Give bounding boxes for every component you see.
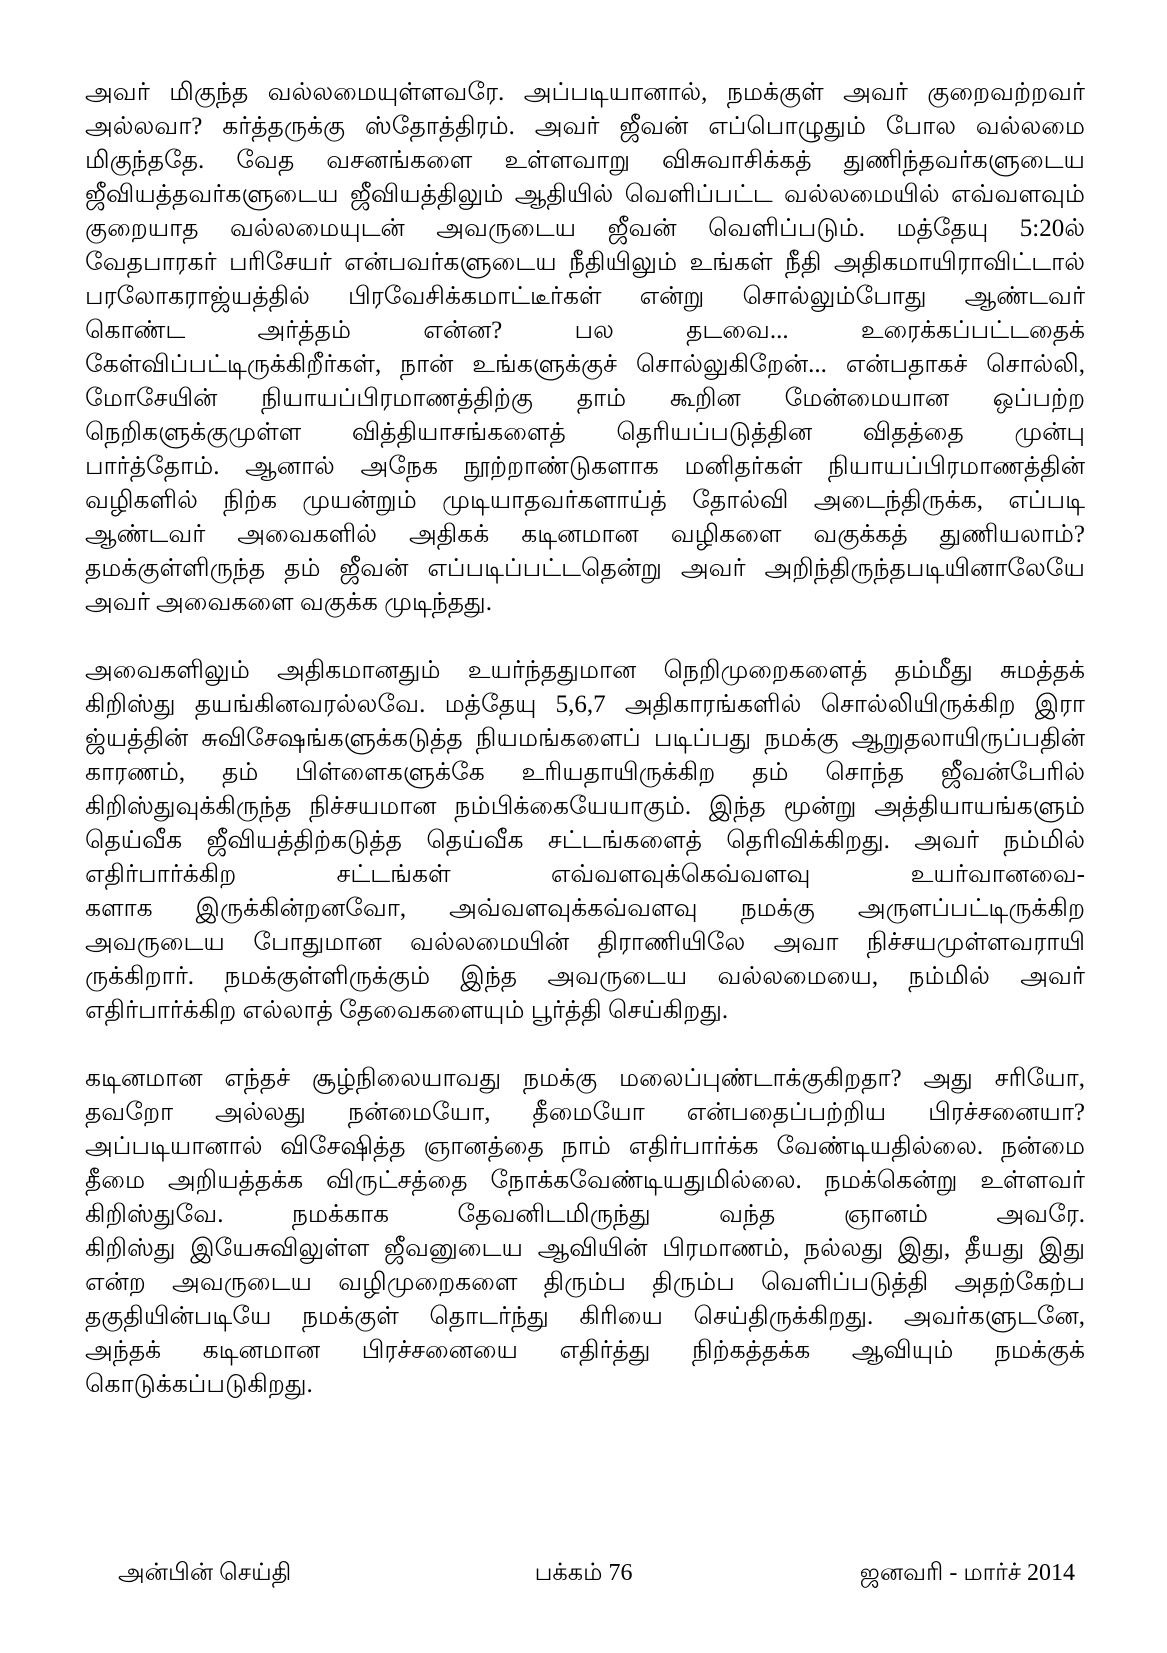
text-line: கடினமான எந்தச் சூழ்நிலையாவது நமக்கு மலைப்புண்டாக்குகிறதா? அது சரியோ, — [85, 1065, 1085, 1092]
text-line: என்ற அவருடைய வழிமுறைகளை திரும்ப திரும்ப வெளிப்படுத்தி அதற்கேற்ப — [85, 1269, 1085, 1296]
text-line: கொண்ட அர்த்தம் என்ன? பல தடவை... உரைக்கப்பட்டதைக் — [85, 317, 1085, 344]
text-line: அந்தக் கடினமான பிரச்சனையை எதிர்த்து நிற்கத்தக்க ஆவியும் நமக்குக் — [85, 1337, 1085, 1364]
text-line: ஆண்டவர் அவைகளில் அதிகக் கடினமான வழிகளை வகுக்கத் துணியலாம்? — [85, 521, 1085, 548]
footer-page-number: பக்கம் 76 — [534, 1560, 633, 1586]
text-line: களாக இருக்கின்றனவோ, அவ்வளவுக்கவ்வளவு நமக்கு அருளப்பட்டிருக்கிற — [85, 895, 1085, 922]
text-line: தமக்குள்ளிருந்த தம் ஜீவன் எப்படிப்பட்டதென்று அவர் அறிந்திருந்தபடியினாலேயே — [85, 555, 1085, 582]
footer-journal-title: அன்பின் செய்தி — [118, 1560, 292, 1586]
text-line: பரலோகராஜ்யத்தில் பிரவேசிக்கமாட்டீர்கள் என்று சொல்லும்போது ஆண்டவர் — [85, 283, 1085, 310]
text-line: ஜீவியத்தவர்களுடைய ஜீவியத்திலும் ஆதியில் வெளிப்பட்ட வல்லமையில் எவ்வளவும் — [85, 181, 1085, 208]
text-line: காரணம், தம் பிள்ளைகளுக்கே உரியதாயிருக்கிற தம் சொந்த ஜீவன்பேரில் — [85, 759, 1085, 786]
text-line: கிறிஸ்து இயேசுவிலுள்ள ஜீவனுடைய ஆவியின் பிரமாணம், நல்லது இது, தீயது இது — [85, 1235, 1085, 1262]
text-line: தவறோ அல்லது நன்மையோ, தீமையோ என்பதைப்பற்றிய பிரச்சனையா? — [85, 1099, 1085, 1126]
text-line: ஜ்யத்தின் சுவிசேஷங்களுக்கடுத்த நியமங்களைப் படிப்பது நமக்கு ஆறுதலாயிருப்பதின் — [85, 725, 1085, 752]
page-footer — [0, 1556, 1167, 1590]
text-line: கேள்விப்பட்டிருக்கிறீர்கள், நான் உங்களுக்குச் சொல்லுகிறேன்... என்பதாகச் சொல்லி, — [85, 351, 1085, 378]
text-line: பார்த்தோம். ஆனால் அநேக நூற்றாண்டுகளாக மனிதர்கள் நியாயப்பிரமாணத்தின் — [85, 453, 1085, 480]
text-line: கொடுக்கப்படுகிறது. — [85, 1371, 313, 1398]
text-line: மோசேயின் நியாயப்பிரமாணத்திற்கு தாம் கூறின மேன்மையான ஒப்பற்ற — [85, 385, 1085, 412]
text-line: எதிர்பார்க்கிற எல்லாத் தேவைகளையும் பூர்த்தி செய்கிறது. — [85, 997, 729, 1024]
text-line: குறையாத வல்லமையுடன் அவருடைய ஜீவன் வெளிப்படும். மத்தேயு 5:20ல் — [85, 215, 1085, 242]
text-line: கிறிஸ்து தயங்கினவரல்லவே. மத்தேயு 5,6,7 அதிகாரங்களில் சொல்லியிருக்கிற இரா — [85, 691, 1085, 718]
text-line: மிகுந்ததே. வேத வசனங்களை உள்ளவாறு விசுவாசிக்கத் துணிந்தவர்களுடைய — [85, 147, 1085, 174]
text-line: அவருடைய போதுமான வல்லமையின் திராணியிலே அவா நிச்சயமுள்ளவராயி — [85, 929, 1085, 956]
text-line: ருக்கிறார். நமக்குள்ளிருக்கும் இந்த அவருடைய வல்லமையை, நம்மில் அவர் — [85, 963, 1085, 990]
text-line: தெய்வீக ஜீவியத்திற்கடுத்த தெய்வீக சட்டங்களைத் தெரிவிக்கிறது. அவர் நம்மில் — [85, 827, 1085, 854]
text-line: கிறிஸ்துவுக்கிருந்த நிச்சயமான நம்பிக்கையேயாகும். இந்த மூன்று அத்தியாயங்களும் — [85, 793, 1085, 820]
paragraph — [85, 76, 1085, 620]
text-line: வழிகளில் நிற்க முயன்றும் முடியாதவர்களாய்த் தோல்வி அடைந்திருக்க, எப்படி — [85, 487, 1085, 514]
text-line: கிறிஸ்துவே. நமக்காக தேவனிடமிருந்து வந்த ஞானம் அவரே. — [85, 1201, 1085, 1228]
paragraph — [85, 654, 1085, 1028]
text-line: தீமை அறியத்தக்க விருட்சத்தை நோக்கவேண்டியதுமில்லை. நமக்கென்று உள்ளவர் — [85, 1167, 1085, 1194]
paragraph — [85, 1062, 1085, 1402]
text-line: அவர் அவைகளை வகுக்க முடிந்தது. — [85, 589, 492, 616]
text-line: அவைகளிலும் அதிகமானதும் உயர்ந்ததுமான நெறிமுறைகளைத் தம்மீது சுமத்தக் — [85, 657, 1085, 684]
text-line: அல்லவா? கர்த்தருக்கு ஸ்தோத்திரம். அவர் ஜீவன் எப்பொழுதும் போல வல்லமை — [85, 113, 1085, 140]
text-line: அப்படியானால் விசேஷித்த ஞானத்தை நாம் எதிர்பார்க்க வேண்டியதில்லை. நன்மை — [85, 1133, 1085, 1160]
text-line: எதிர்பார்க்கிற சட்டங்கள் எவ்வளவுக்கெவ்வளவு உயர்வானவை- — [85, 861, 1085, 888]
text-line: அவர் மிகுந்த வல்லமையுள்ளவரே. அப்படியானால், நமக்குள் அவர் குறைவற்றவர் — [85, 79, 1085, 106]
text-line: நெறிகளுக்குமுள்ள வித்தியாசங்களைத் தெரியப்படுத்தின விதத்தை முன்பு — [85, 419, 1085, 446]
text-line: தகுதியின்படியே நமக்குள் தொடர்ந்து கிரியை செய்திருக்கிறது. அவர்களுடனே, — [85, 1303, 1085, 1330]
footer-issue-date: ஜனவரி - மார்ச் 2014 — [859, 1560, 1075, 1586]
page-content — [85, 76, 1085, 1402]
text-line: வேதபாரகர் பரிசேயர் என்பவர்களுடைய நீதியிலும் உங்கள் நீதி அதிகமாயிராவிட்டால் — [85, 249, 1085, 276]
